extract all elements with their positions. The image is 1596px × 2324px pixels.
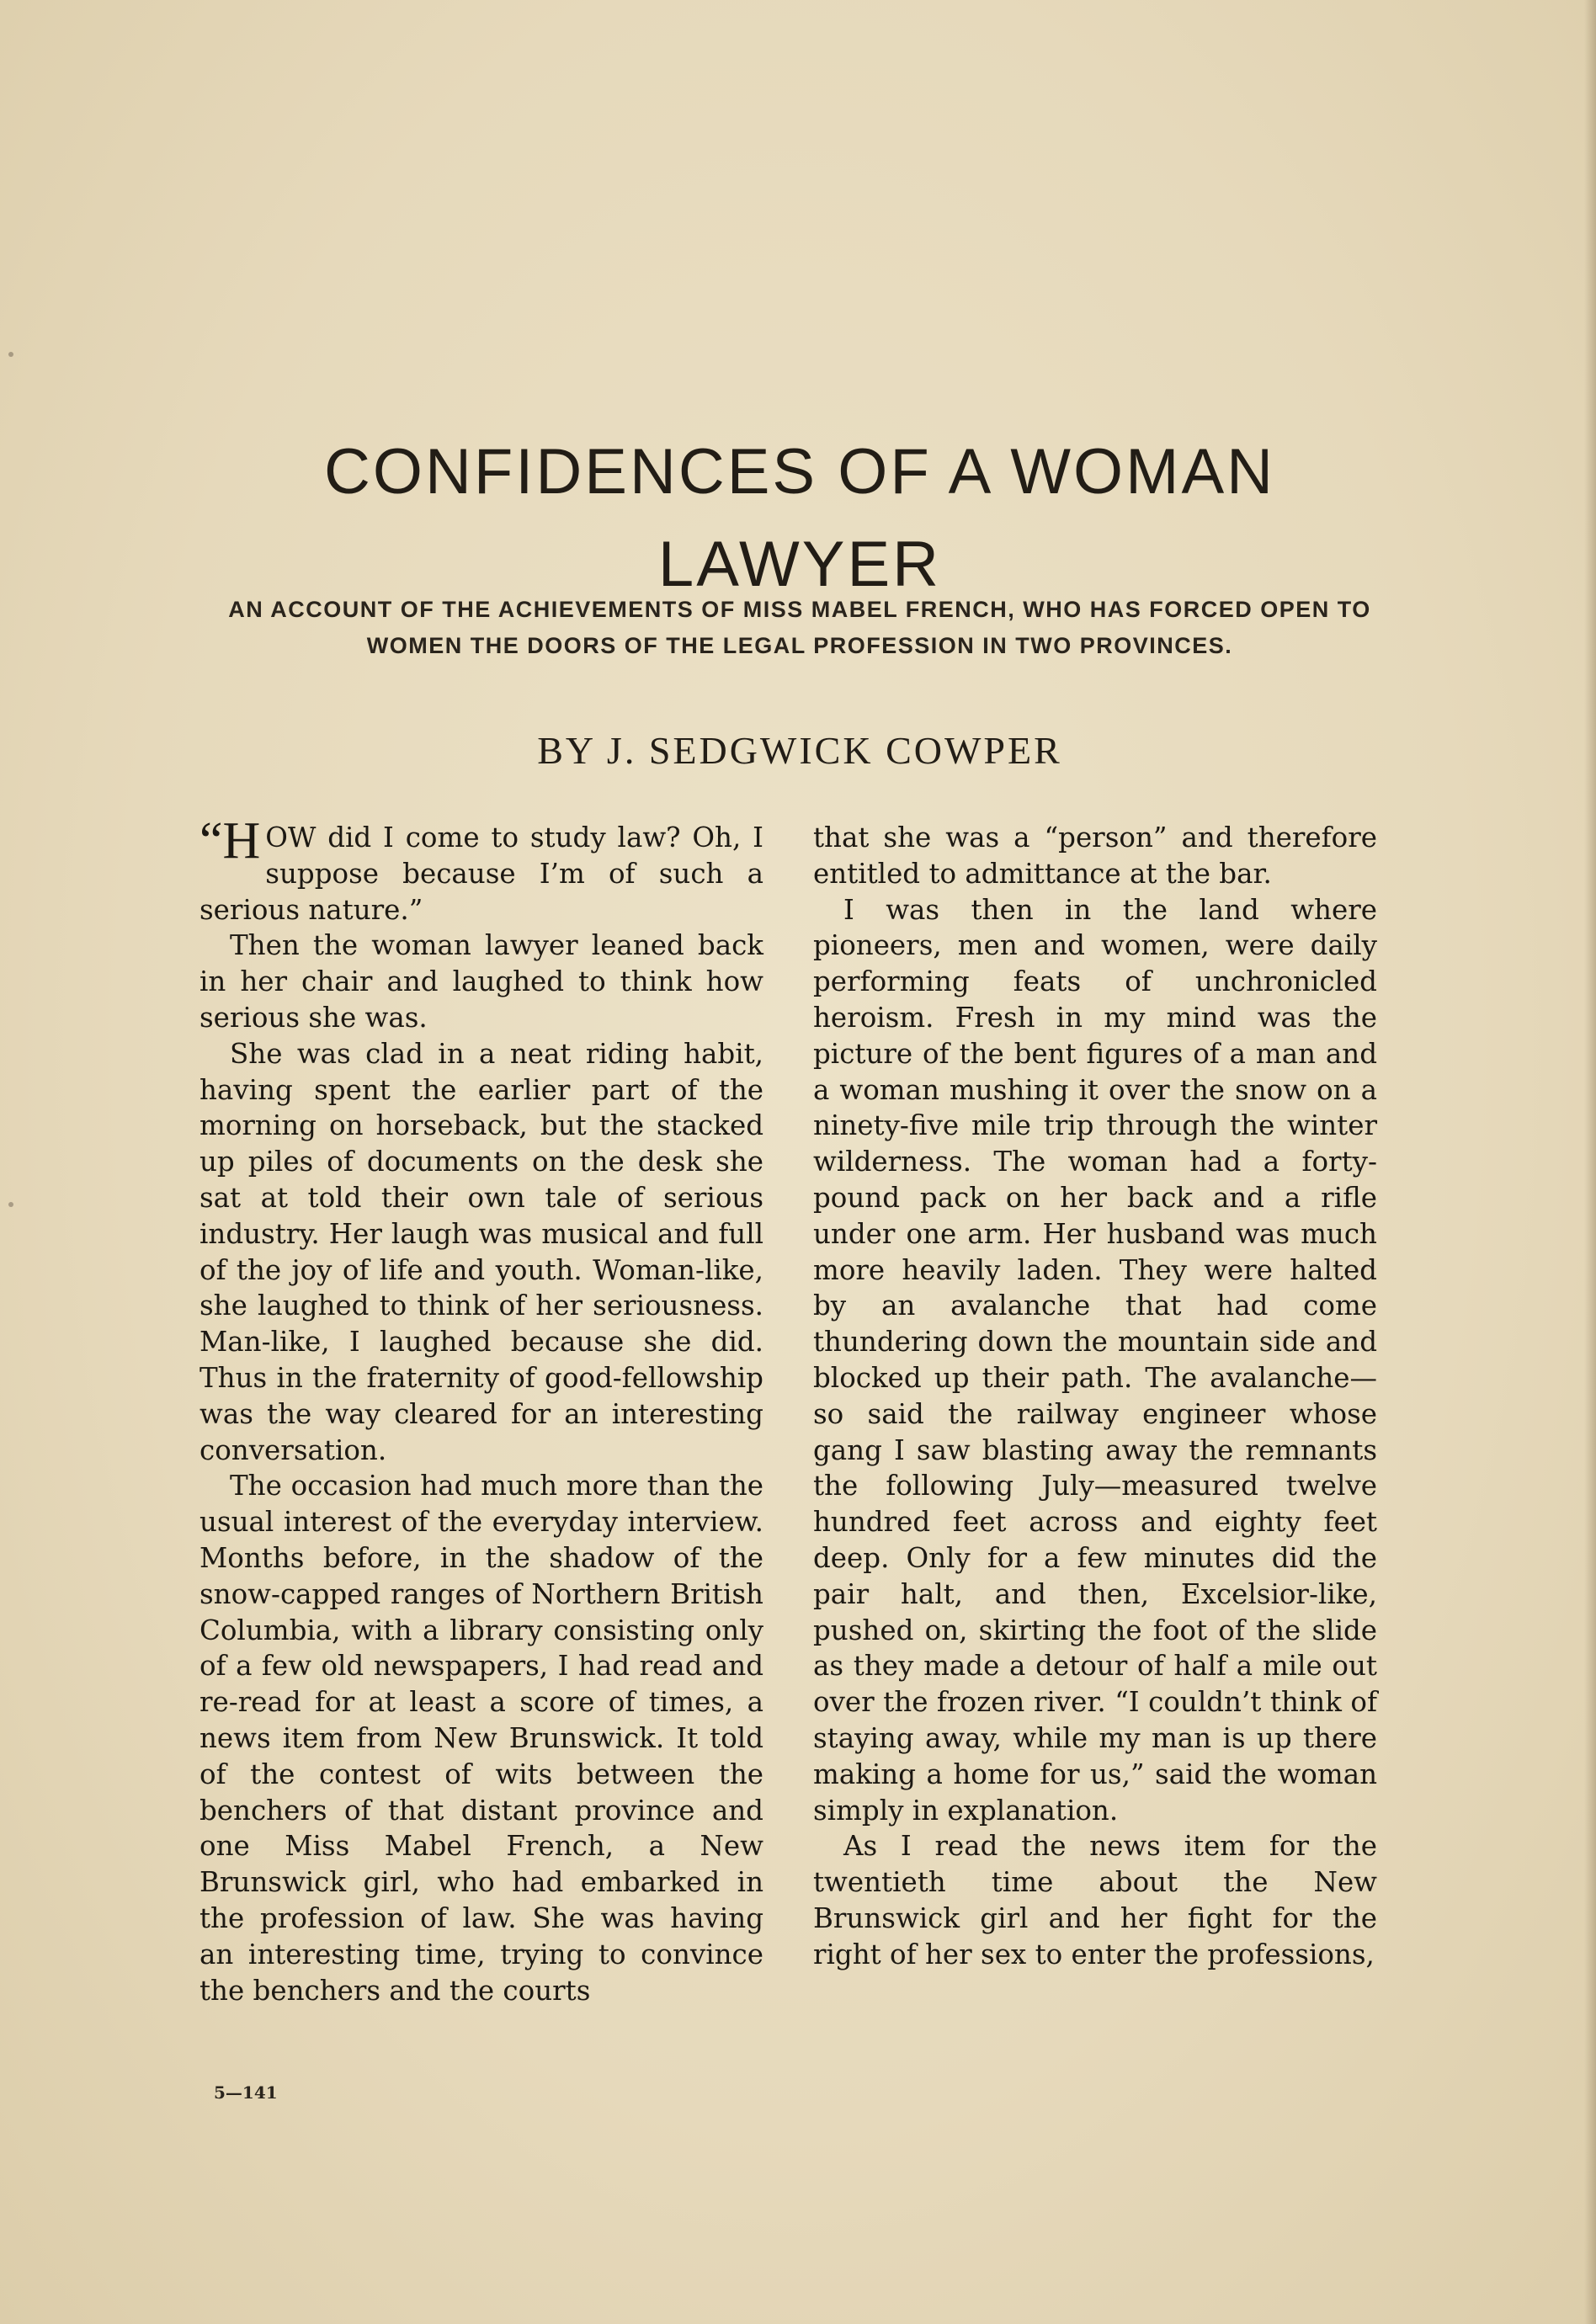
article-title: CONFIDENCES OF A WOMAN LAWYER [323, 435, 1276, 600]
paragraph: As I read the news item for the twentieth time about the New Brunswick girl and her fight for the right of her sex to enter the professions, [813, 1830, 1377, 1970]
bleed-through-left [210, 84, 217, 261]
drop-cap: “H [200, 812, 261, 870]
page-speck [8, 352, 13, 357]
paragraph: Then the woman lawyer leaned back in her chair and laughed to think how serious she was. [200, 929, 763, 1034]
article-byline: BY J. SEDGWICK COWPER [537, 729, 1062, 772]
text-column-right [813, 820, 1377, 1973]
page-speck [8, 1202, 13, 1207]
paragraph: that she was a “person” and therefore entitled to admittance at the bar. [813, 822, 1377, 890]
paragraph-text: OW did I come to study law? Oh, I suppose because I’m of such a serious nature.” [200, 822, 763, 926]
paragraph: The occasion had much more than the usual interest of the everyday interview. Months before, in the shadow of the snow-capped ranges of Northern British Columbia, with a library consisting only of a few old newspapers, I had read and re-read for at least a score of times, a news item from New Brunswick. It told of the contest of wits between the benchers of that distant province and one Miss Mabel French, a New Brunswick girl, who had embarked in the profession of law. She was having an interesting time, trying to convince the benchers and the courts [200, 1470, 763, 2007]
page-edge-shadow [1584, 0, 1596, 2324]
text-column-left [200, 812, 763, 2008]
article-subtitle: AN ACCOUNT OF THE ACHIEVEMENTS OF MISS MABEL FRENCH, WHO HAS FORCED OPEN TO WOMEN THE DOORS OF THE LEGAL PROFESSION IN TWO PROVINCES. [228, 597, 1371, 658]
paragraph [200, 812, 763, 928]
page-folio: 5—141 [214, 2082, 278, 2103]
paragraph: I was then in the land where pioneers, men and women, were daily performing feats of unchronicled heroism. Fresh in my mind was the picture of the bent figures of a man and a woman mushing it over the snow on a ninety-five mile trip through the winter wilderness. The woman had a forty-pound pack on her back and a rifle under one arm. Her husband was much more heavily laden. They were halted by an avalanche that had come thundering down the mountain side and blocked up their path. The avalanche—so said the railway engineer whose gang I saw blasting away the remnants the following July—measured twelve hundred feet across and eighty feet deep. Only for a few minutes did the pair halt, and then, Excelsior-like, pushed on, skirting the foot of the slide as they made a detour of half a mile out over the frozen river. “I couldn’t think of staying away, while my man is up there making a home for us,” said the woman simply in explanation. [813, 893, 1377, 1827]
paragraph: She was clad in a neat riding habit, having spent the earlier part of the morning on horseback, but the stacked up piles of documents on the desk she sat at told their own tale of serious industry. Her laugh was musical and full of the joy of life and youth. Woman-like, she laughed to think of her seriousness. Man-like, I laughed because she did. Thus in the fraternity of good-fellowship was the way cleared for an interesting conversation. [200, 1037, 763, 1466]
